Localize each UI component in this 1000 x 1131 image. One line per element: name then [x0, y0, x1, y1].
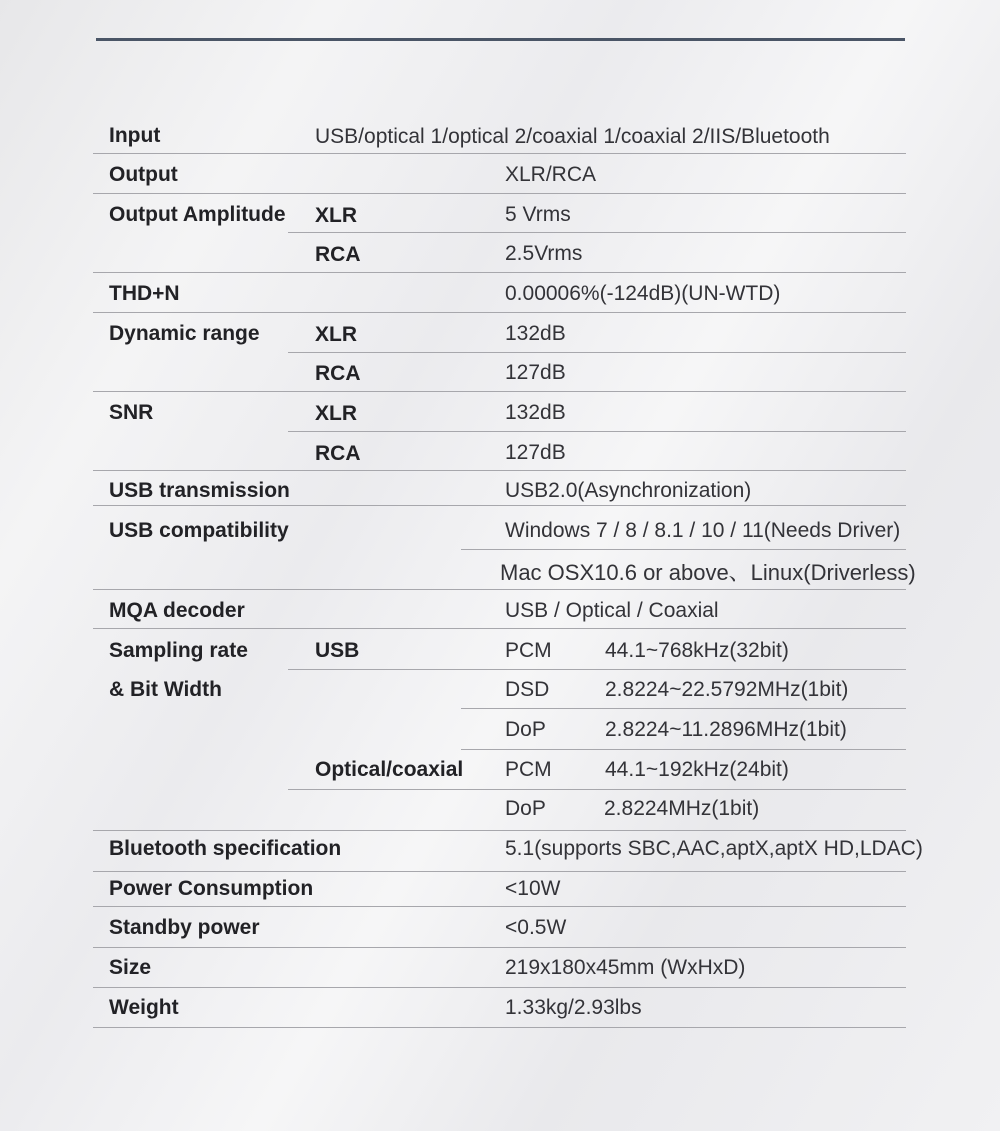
- output-amplitude-xlr-value: 5 Vrms: [505, 203, 571, 226]
- sampling-usb-value: 44.1~768kHz(32bit): [605, 639, 789, 662]
- power-consumption-value: <10W: [505, 877, 561, 900]
- row-divider: [288, 789, 906, 790]
- row-divider: [288, 352, 906, 353]
- row-divider: [93, 470, 906, 471]
- usb-compatibility-windows: Windows 7 / 8 / 8.1 / 10 / 11(Needs Driver): [505, 519, 901, 542]
- row-divider: [288, 669, 906, 670]
- row-divider: [93, 391, 906, 392]
- row-divider: [93, 505, 906, 506]
- row-divider: [93, 272, 906, 273]
- usb-compatibility-mac: Mac OSX10.6 or above、Linux(Driverless): [500, 560, 916, 585]
- input-value: USB/optical 1/optical 2/coaxial 1/coaxial 2/IIS/Bluetooth: [315, 125, 830, 148]
- standby-power-label: Standby power: [109, 916, 260, 939]
- sampling-usb-value: 2.8224~22.5792MHz(1bit): [605, 678, 849, 701]
- size-value: 219x180x45mm (WxHxD): [505, 956, 746, 979]
- row-divider: [93, 589, 906, 590]
- sampling-usb-format: PCM: [505, 639, 552, 662]
- sampling-usb-value: 2.8224~11.2896MHz(1bit): [605, 718, 847, 741]
- thd-value: 0.00006%(-124dB)(UN-WTD): [505, 282, 781, 305]
- row-divider: [461, 749, 906, 750]
- snr-rca-label: RCA: [315, 442, 361, 465]
- row-divider: [461, 708, 906, 709]
- usb-transmission-value: USB2.0(Asynchronization): [505, 479, 752, 502]
- size-label: Size: [109, 956, 152, 979]
- sampling-usb-format: DSD: [505, 678, 550, 701]
- sampling-optical-value: 44.1~192kHz(24bit): [605, 758, 789, 781]
- output-amplitude-rca-label: RCA: [315, 243, 361, 266]
- row-divider: [93, 987, 906, 988]
- dynamic-range-label: Dynamic range: [109, 322, 260, 345]
- row-divider: [93, 153, 906, 154]
- row-divider: [93, 830, 906, 831]
- weight-label: Weight: [109, 996, 179, 1019]
- row-divider: [93, 1027, 906, 1028]
- row-divider: [93, 193, 906, 194]
- bluetooth-label: Bluetooth specification: [109, 837, 342, 860]
- output-amplitude-rca-value: 2.5Vrms: [505, 242, 583, 265]
- mqa-decoder-value: USB / Optical / Coaxial: [505, 599, 719, 622]
- thd-label: THD+N: [109, 282, 180, 305]
- output-value: XLR/RCA: [505, 163, 597, 186]
- row-divider: [288, 431, 906, 432]
- output-amplitude-xlr-label: XLR: [315, 204, 357, 227]
- output-label: Output: [109, 163, 178, 186]
- input-label: Input: [109, 124, 161, 147]
- sampling-usb-label: USB: [315, 639, 360, 662]
- output-amplitude-label: Output Amplitude: [109, 203, 286, 226]
- mqa-decoder-label: MQA decoder: [109, 599, 245, 622]
- row-divider: [461, 549, 906, 550]
- power-consumption-label: Power Consumption: [109, 877, 314, 900]
- row-divider: [93, 906, 906, 907]
- row-divider: [93, 312, 906, 313]
- sampling-optical-value: 2.8224MHz(1bit): [604, 797, 760, 820]
- snr-label: SNR: [109, 401, 154, 424]
- row-divider: [288, 232, 906, 233]
- top-divider: [96, 38, 905, 41]
- dynamic-range-rca-value: 127dB: [505, 361, 566, 384]
- row-divider: [93, 871, 906, 872]
- dynamic-range-rca-label: RCA: [315, 362, 361, 385]
- sampling-usb-format: DoP: [505, 718, 546, 741]
- dynamic-range-xlr-value: 132dB: [505, 322, 566, 345]
- sampling-optical-format: DoP: [505, 797, 546, 820]
- sampling-optical-label: Optical/coaxial: [315, 758, 464, 781]
- weight-value: 1.33kg/2.93lbs: [505, 996, 642, 1019]
- bluetooth-value: 5.1(supports SBC,AAC,aptX,aptX HD,LDAC): [505, 837, 923, 860]
- usb-compatibility-label: USB compatibility: [109, 519, 289, 542]
- sampling-label-line1: Sampling rate: [109, 639, 248, 662]
- row-divider: [93, 947, 906, 948]
- usb-transmission-label: USB transmission: [109, 479, 290, 502]
- snr-xlr-value: 132dB: [505, 401, 566, 424]
- row-divider: [93, 628, 906, 629]
- sampling-label-line2: & Bit Width: [109, 678, 222, 701]
- snr-rca-value: 127dB: [505, 441, 566, 464]
- snr-xlr-label: XLR: [315, 402, 357, 425]
- sampling-optical-format: PCM: [505, 758, 552, 781]
- standby-power-value: <0.5W: [505, 916, 567, 939]
- dynamic-range-xlr-label: XLR: [315, 323, 357, 346]
